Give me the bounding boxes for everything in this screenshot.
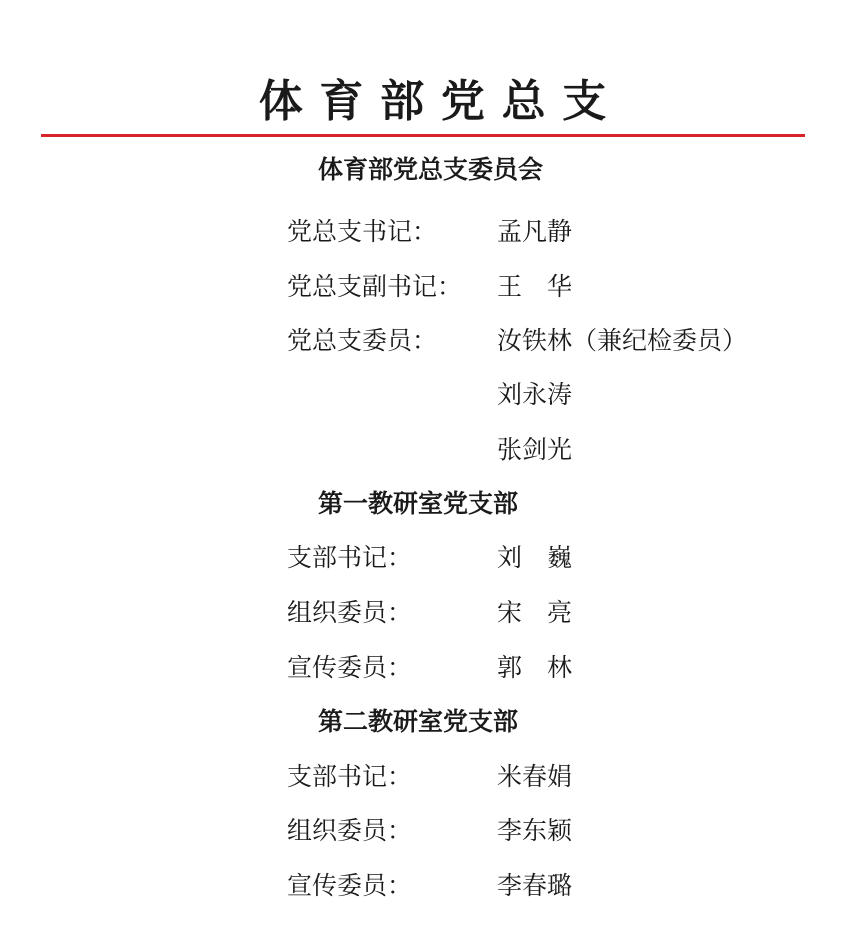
role-label: 党总支书记：	[287, 217, 438, 246]
role-label: 支部书记：	[287, 543, 413, 572]
section-heading-branch-2: 第二教研室党支部	[318, 707, 519, 736]
person-name: 米春娟	[497, 762, 573, 791]
section-heading-committee: 体育部党总支委员会	[318, 155, 544, 184]
person-name: 张剑光	[497, 435, 573, 464]
person-name: 刘 巍	[497, 543, 573, 572]
role-label: 支部书记：	[287, 762, 413, 791]
person-name: 刘永涛	[497, 380, 573, 409]
person-name: 宋 亮	[497, 598, 573, 627]
person-name: 王 华	[497, 272, 573, 301]
person-name: 孟凡静	[497, 217, 573, 246]
role-label: 宣传委员：	[287, 871, 413, 900]
person-name: 汝铁林（兼纪检委员）	[497, 326, 748, 355]
role-label: 党总支委员：	[287, 326, 438, 355]
person-name: 郭 林	[497, 653, 573, 682]
section-heading-branch-1: 第一教研室党支部	[318, 489, 519, 518]
red-divider	[41, 134, 805, 137]
role-label: 党总支副书记：	[287, 272, 463, 301]
role-label: 组织委员：	[287, 816, 413, 845]
person-name: 李春璐	[497, 871, 573, 900]
role-label: 宣传委员：	[287, 653, 413, 682]
document-title: 体育部党总支	[258, 76, 624, 127]
person-name: 李东颖	[497, 816, 573, 845]
role-label: 组织委员：	[287, 598, 413, 627]
